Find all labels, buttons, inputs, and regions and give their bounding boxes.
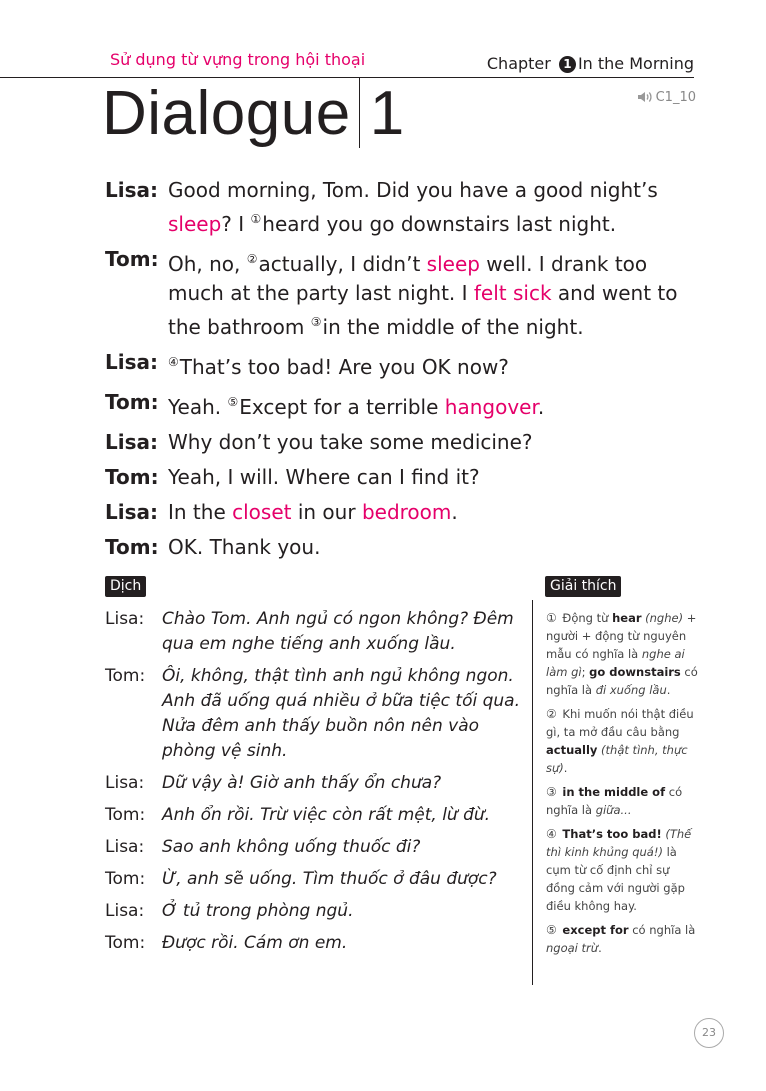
note-marker: ① [250, 212, 262, 226]
translation-line [105, 931, 530, 956]
vocab-word: sleep [426, 252, 480, 276]
note-marker: ⑤ [227, 395, 239, 409]
dialogue-line [105, 463, 705, 492]
vocab-word: bedroom [361, 500, 452, 524]
dialogue-line [105, 388, 705, 422]
page-title [102, 78, 405, 149]
dialogue-line [105, 498, 705, 527]
translation-text: Dữ vậy à! Giờ anh thấy ổn chưa? [162, 773, 442, 793]
dialogue-line [105, 348, 705, 382]
speaker: Tom: [105, 666, 146, 686]
note-marker: ② [246, 252, 258, 266]
dialogue-line [105, 533, 705, 562]
note-item: ③ in the middle of có nghĩa là giữa... [546, 785, 683, 817]
translation-line [105, 835, 530, 860]
chapter-number-badge: 1 [559, 56, 576, 73]
dialogue-line [105, 245, 705, 342]
notes-tag: Giải thích [545, 576, 621, 597]
speaker: Lisa: [105, 350, 158, 374]
translation-text: Sao anh không uống thuốc đi? [162, 837, 421, 857]
vocab-word: sleep [168, 212, 222, 236]
speaker: Lisa: [105, 837, 145, 857]
translation-text: Anh ổn rồi. Trừ việc còn rất mệt, lừ đừ. [162, 805, 491, 825]
speaker: Tom: [105, 535, 159, 559]
chapter-word: Chapter [486, 54, 551, 73]
speaker: Lisa: [105, 609, 145, 629]
line-text: Why don’t you take some medicine? [168, 430, 533, 454]
note-marker: ④ [168, 355, 179, 369]
section-label: Sử dụng từ vựng trong hội thoại [110, 50, 366, 69]
translation-text: Ừ, anh sẽ uống. Tìm thuốc ở đâu được? [162, 869, 497, 889]
translation-line [105, 803, 530, 828]
note-marker: ③ [310, 315, 322, 329]
vocab-word: felt sick [473, 281, 552, 305]
translation-text: Ở tủ trong phòng ngủ. [162, 901, 354, 921]
speaker: Tom: [105, 247, 159, 271]
speaker: Lisa: [105, 901, 145, 921]
speaker-icon [637, 91, 653, 103]
title-number: 1 [359, 78, 405, 148]
speaker: Tom: [105, 465, 159, 489]
vocab-word: hangover [444, 395, 538, 419]
speaker: Lisa: [105, 500, 158, 524]
speaker: Tom: [105, 933, 146, 953]
dialogue-line [105, 428, 705, 457]
line-text: In the closet in our bedroom. [168, 500, 458, 524]
speaker: Lisa: [105, 773, 145, 793]
chapter-title: In the Morning [577, 54, 694, 73]
translation-line [105, 664, 530, 764]
line-text: ④That’s too bad! Are you OK now? [168, 355, 509, 379]
note-item: ① Động từ hear (nghe) + người + động từ nguyên mẫu có nghĩa là nghe ai làm gì; go downstairs có nghĩa là đi xuống lầu. [546, 611, 698, 697]
chapter-label [487, 54, 694, 73]
line-text: Yeah. ⑤Except for a terrible hangover. [168, 395, 545, 419]
speaker: Lisa: [105, 178, 158, 202]
translation-tag: Dịch [105, 576, 146, 597]
translation-line [105, 867, 530, 892]
note-item: ④ That’s too bad! (Thế thì kinh khủng quá!) là cụm từ cố định chỉ sự đồng cảm với người gặp điều không hay. [546, 827, 692, 913]
vocab-word: closet [232, 500, 292, 524]
column-divider [532, 600, 533, 985]
audio-track-label: C1_10 [655, 90, 696, 105]
dialogue [105, 176, 705, 568]
line-text: Good morning, Tom. Did you have a good night’s sleep? I ①heard you go downstairs last night. [168, 178, 658, 236]
dialogue-line [105, 176, 705, 239]
notes [546, 609, 698, 963]
speaker: Tom: [105, 390, 159, 414]
page-number: 23 [694, 1018, 724, 1048]
line-text: Oh, no, ②actually, I didn’t sleep well. I drank too much at the party last night. I felt sick and went to the bathroom ③in the middle of the night. [168, 252, 678, 339]
speaker: Lisa: [105, 430, 158, 454]
translation-line [105, 899, 530, 924]
note-item: ② Khi muốn nói thật điều gì, ta mở đầu câu bằng actually (thật tình, thực sự). [546, 707, 694, 775]
translation [105, 607, 530, 963]
line-text: Yeah, I will. Where can I find it? [168, 465, 480, 489]
title-word: Dialogue [102, 79, 351, 148]
speaker: Tom: [105, 869, 146, 889]
translation-line [105, 771, 530, 796]
audio-track[interactable] [637, 90, 696, 105]
translation-text: Được rồi. Cám ơn em. [162, 933, 348, 953]
translation-text: Ôi, không, thật tình anh ngủ không ngon. Anh đã uống quá nhiều ở bữa tiệc tối qua. Nửa đêm anh thấy buồn nôn nên vào phòng vệ sinh. [162, 666, 521, 761]
note-item: ⑤ except for có nghĩa là ngoại trừ. [546, 923, 696, 955]
translation-line [105, 607, 530, 657]
speaker: Tom: [105, 805, 146, 825]
translation-text: Chào Tom. Anh ngủ có ngon không? Đêm qua em nghe tiếng anh xuống lầu. [162, 609, 514, 654]
line-text: OK. Thank you. [168, 535, 321, 559]
